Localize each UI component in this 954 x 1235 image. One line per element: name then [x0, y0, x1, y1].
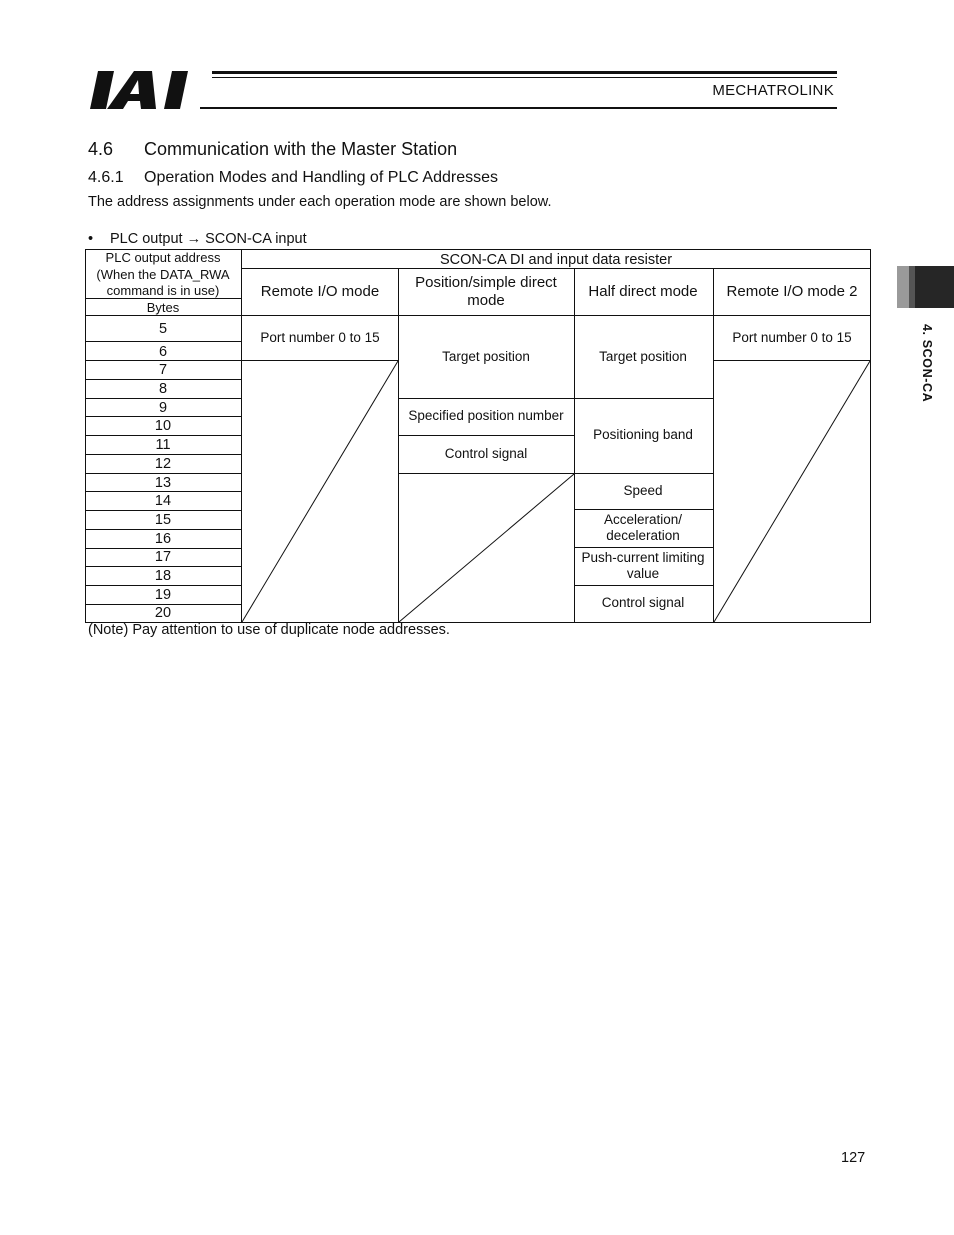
remote-io2-port-cell: Port number 0 to 15 — [732, 330, 852, 345]
group-header: SCON-CA DI and input data resister — [439, 252, 673, 268]
byte-number: 9 — [158, 400, 168, 416]
mode-header-half-direct: Half direct mode — [588, 283, 698, 300]
subsection-title: Operation Modes and Handling of PLC Addresses — [144, 169, 498, 186]
pos-specified-cell: Specified position number — [408, 408, 564, 423]
bytes-label: Bytes — [146, 300, 180, 315]
byte-number: 11 — [155, 437, 171, 453]
byte-number: 6 — [158, 344, 168, 360]
side-tab-dark — [915, 266, 954, 308]
byte-number: 7 — [158, 362, 168, 378]
byte-number: 5 — [158, 321, 168, 337]
header-rule-thick — [212, 71, 837, 74]
section-heading — [88, 139, 457, 160]
header-rule-thin — [212, 77, 837, 78]
mode-header-remote-io: Remote I/O mode — [260, 283, 380, 300]
pos-control-cell: Control signal — [444, 446, 528, 461]
mode-header-remote-io2: Remote I/O mode 2 — [726, 283, 858, 300]
byte-number: 17 — [154, 549, 172, 565]
page-number: 127 — [841, 1150, 866, 1166]
remote-io-port-cell: Port number 0 to 15 — [260, 330, 380, 345]
byte-number: 20 — [154, 605, 172, 621]
mode-header-pos-simple-line2: mode — [467, 292, 505, 309]
iai-logo — [90, 70, 206, 110]
half-speed-cell: Speed — [623, 483, 663, 498]
byte-number: 12 — [154, 456, 172, 472]
bullet-item — [88, 231, 307, 247]
section-title: Communication with the Master Station — [144, 139, 458, 159]
subsection-heading — [88, 169, 498, 187]
half-target-cell: Target position — [599, 349, 687, 364]
section-number: 4.6 — [88, 139, 114, 159]
subsection-number: 4.6.1 — [88, 169, 124, 186]
byte-number: 8 — [158, 381, 168, 397]
corner-header-line3: command is in use) — [106, 283, 220, 298]
product-name: MECHATROLINK — [712, 82, 834, 99]
byte-number: 10 — [154, 418, 172, 434]
byte-number: 15 — [154, 512, 172, 528]
intro-paragraph: The address assignments under each operation mode are shown below. — [88, 194, 552, 210]
bullet-symbol: • — [88, 231, 94, 247]
side-tab-light — [897, 266, 909, 308]
table-note: (Note) Pay attention to use of duplicate node addresses. — [88, 622, 450, 638]
corner-header-line1: PLC output address — [105, 250, 221, 265]
byte-number: 18 — [154, 568, 172, 584]
byte-number: 16 — [154, 531, 172, 547]
pos-target-cell: Target position — [442, 349, 530, 364]
address-table — [85, 249, 871, 623]
pos-simple-unused-diagonal — [399, 474, 574, 622]
half-band-cell: Positioning band — [593, 427, 693, 442]
half-push-line1: Push-current limiting — [581, 550, 705, 565]
byte-number: 14 — [154, 493, 172, 509]
bullet-text: PLC output → SCON-CA input — [110, 231, 307, 247]
chapter-side-label: 4. SCON-CA — [920, 324, 934, 403]
half-accel-line1: Acceleration/ — [603, 512, 683, 527]
mode-header-pos-simple-line1: Position/simple direct — [415, 274, 557, 291]
remote-io2-unused-diagonal — [714, 361, 870, 622]
header-rule-bottom — [200, 107, 837, 109]
half-control-cell: Control signal — [601, 595, 685, 610]
half-accel-line2: deceleration — [606, 528, 680, 543]
byte-number: 13 — [154, 475, 172, 491]
logo-text: IAI — [90, 70, 92, 71]
byte-number: 19 — [154, 587, 172, 603]
half-push-line2: value — [626, 566, 660, 581]
remote-io-unused-diagonal — [242, 361, 398, 622]
corner-header-line2: (When the DATA_RWA — [96, 267, 230, 282]
